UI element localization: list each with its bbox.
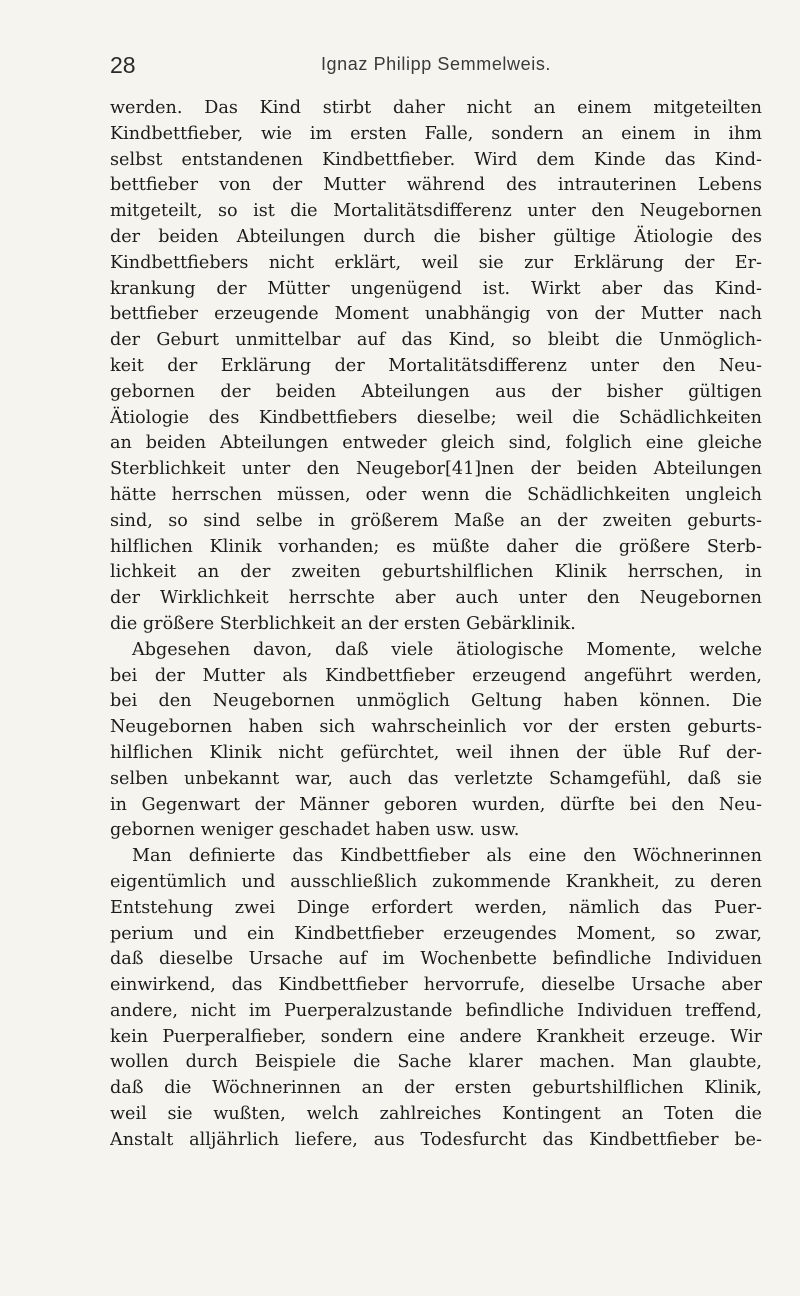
text-line: der Wirklichkeit herrschte aber auch unter den Neugebornen	[110, 588, 762, 609]
page-number: 28	[110, 52, 136, 78]
text-line: bettfieber von der Mutter während des intrauterinen Lebens	[110, 175, 762, 196]
text-line: andere, nicht im Puerperalzustande befindliche Individuen treffend,	[110, 1000, 762, 1021]
paragraph-end-line: gebornen weniger geschadet haben usw. usw.	[110, 820, 520, 841]
text-line: keit der Erklärung der Mortalitätsdifferenz unter den Neu-	[110, 355, 762, 376]
text-line: Neugebornen haben sich wahrscheinlich vor der ersten geburts-	[110, 717, 762, 738]
paragraph-start-line: Man definierte das Kindbettfieber als eine den Wöchnerinnen	[132, 846, 762, 867]
text-line: einwirkend, das Kindbettfieber hervorrufe, dieselbe Ursache aber	[110, 975, 762, 996]
text-line: werden. Das Kind stirbt daher nicht an einem mitgeteilten	[110, 98, 762, 118]
text-line: sind, so sind selbe in größerem Maße an der zweiten geburts-	[110, 510, 762, 531]
text-line: kein Puerperalfieber, sondern eine andere Krankheit erzeuge. Wir	[110, 1026, 762, 1047]
text-line: selben unbekannt war, auch das verletzte Schamgefühl, daß sie	[110, 768, 762, 789]
text-line: Ätiologie des Kindbettfiebers dieselbe; weil die Schädlichkeiten	[110, 407, 762, 428]
paragraph-end-line: die größere Sterblichkeit an der ersten Gebärklinik.	[110, 613, 576, 634]
text-line: bei der Mutter als Kindbettfieber erzeugend angeführt werden,	[110, 665, 762, 686]
text-line: eigentümlich und ausschließlich zukommende Krankheit, zu deren	[110, 871, 762, 892]
text-line: selbst entstandenen Kindbettfieber. Wird dem Kinde das Kind-	[110, 149, 762, 170]
text-line: gebornen der beiden Abteilungen aus der bisher gültigen	[110, 381, 762, 402]
text-line: lichkeit an der zweiten geburtshilflichen Klinik herrschen, in	[110, 562, 762, 583]
text-line: Anstalt alljährlich liefere, aus Todesfurcht das Kindbettfieber be-	[110, 1129, 762, 1150]
text-line: krankung der Mütter ungenügend ist. Wirkt aber das Kind-	[110, 278, 762, 299]
text-line: in Gegenwart der Männer geboren wurden, dürfte bei den Neu-	[110, 794, 762, 815]
text-line: weil sie wußten, welch zahlreiches Kontingent an Toten die	[110, 1104, 762, 1125]
text-line: hilflichen Klinik vorhanden; es müßte daher die größere Sterb-	[110, 536, 762, 557]
text-line: bettfieber erzeugende Moment unabhängig von der Mutter nach	[110, 304, 762, 325]
text-line: der beiden Abteilungen durch die bisher gültige Ätiologie des	[110, 226, 762, 247]
text-line: wollen durch Beispiele die Sache klarer machen. Man glaubte,	[110, 1052, 762, 1073]
text-line: Kindbettfieber, wie im ersten Falle, sondern an einem in ihm	[110, 123, 762, 144]
text-line: daß dieselbe Ursache auf im Wochenbette befindliche Individuen	[110, 949, 762, 970]
body-text	[110, 96, 762, 1154]
paragraph-start-line: Abgesehen davon, daß viele ätiologische Momente, welche	[132, 639, 762, 660]
text-line: mitgeteilt, so ist die Mortalitätsdifferenz unter den Neugebornen	[110, 201, 762, 222]
text-line: hilflichen Klinik nicht gefürchtet, weil ihnen der üble Ruf der-	[110, 742, 762, 763]
text-line: hätte herrschen müssen, oder wenn die Schädlichkeiten ungleich	[110, 484, 762, 505]
text-line: Entstehung zwei Dinge erfordert werden, nämlich das Puer-	[110, 897, 762, 918]
page-header	[110, 52, 762, 82]
text-line: Sterblichkeit unter den Neugebor[41]nen der beiden Abteilungen	[110, 459, 762, 480]
text-line: daß die Wöchnerinnen an der ersten geburtshilflichen Klinik,	[110, 1078, 762, 1099]
text-line: bei den Neugebornen unmöglich Geltung haben können. Die	[110, 691, 762, 712]
text-line: an beiden Abteilungen entweder gleich sind, folglich eine gleiche	[110, 433, 762, 454]
text-line: der Geburt unmittelbar auf das Kind, so bleibt die Unmöglich-	[110, 330, 762, 351]
running-title: Ignaz Philipp Semmelweis.	[320, 54, 552, 74]
text-line: Kindbettfiebers nicht erklärt, weil sie zur Erklärung der Er-	[110, 252, 762, 273]
text-line: perium und ein Kindbettfieber erzeugendes Moment, so zwar,	[110, 923, 762, 944]
